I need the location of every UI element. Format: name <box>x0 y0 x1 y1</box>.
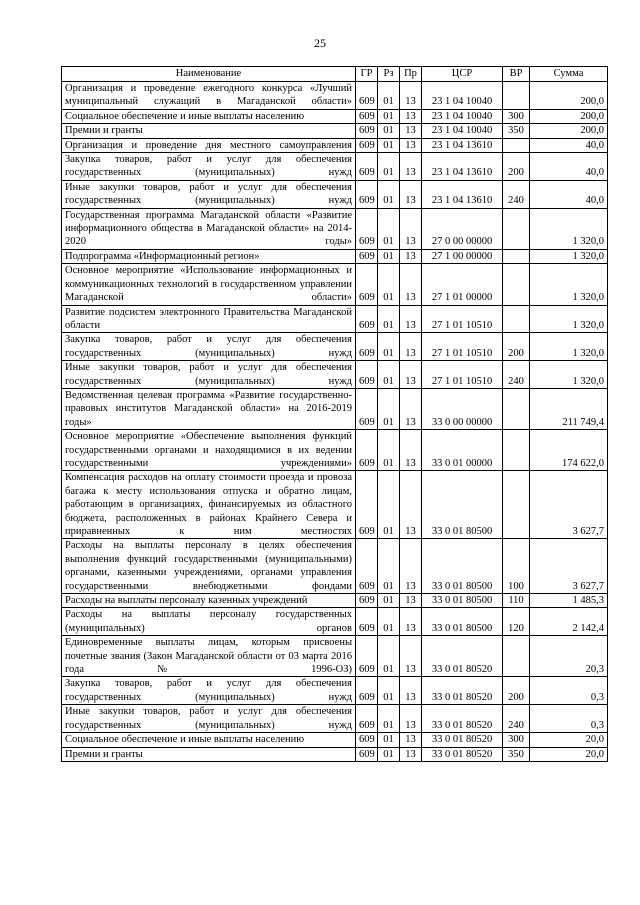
cell-sum: 1 320,0 <box>530 264 608 305</box>
cell-gr: 609 <box>356 109 378 123</box>
cell-csr: 33 0 01 00000 <box>422 430 503 471</box>
cell-vr: 200 <box>503 153 530 181</box>
cell-sum: 3 627,7 <box>530 471 608 539</box>
cell-csr: 33 0 01 80500 <box>422 608 503 636</box>
cell-rz: 01 <box>378 539 400 594</box>
cell-name: Закупка товаров, работ и услуг для обеспечения государственных (муниципальных) нужд <box>62 333 356 361</box>
cell-vr: 120 <box>503 608 530 636</box>
cell-csr: 27 1 00 00000 <box>422 249 503 263</box>
cell-name: Социальное обеспечение и иные выплаты населению <box>62 109 356 123</box>
table-body <box>62 82 608 762</box>
cell-csr: 23 1 04 13610 <box>422 138 503 152</box>
cell-csr: 33 0 01 80520 <box>422 677 503 705</box>
cell-sum: 1 320,0 <box>530 208 608 249</box>
cell-rz: 01 <box>378 153 400 181</box>
cell-csr: 23 1 04 13610 <box>422 180 503 208</box>
cell-name: Единовременные выплаты лицам, которым присвоены почетные звания (Закон Магаданской области от 03 марта 2016 года № 1996-ОЗ) <box>62 636 356 677</box>
cell-csr: 33 0 01 80500 <box>422 539 503 594</box>
cell-name: Премии и гранты <box>62 124 356 138</box>
cell-pr: 13 <box>400 180 422 208</box>
cell-gr: 609 <box>356 264 378 305</box>
cell-sum: 20,0 <box>530 747 608 761</box>
cell-rz: 01 <box>378 677 400 705</box>
cell-pr: 13 <box>400 747 422 761</box>
cell-name: Расходы на выплаты персоналу в целях обеспечения выполнения функций государственными (муниципальными) органами, казенными учреждениями, органами управления государственными внебюджетными фондами <box>62 539 356 594</box>
cell-sum: 174 622,0 <box>530 430 608 471</box>
cell-pr: 13 <box>400 594 422 608</box>
cell-name: Государственная программа Магаданской области «Развитие информационного общества в Магаданской области» на 2014-2020 годы» <box>62 208 356 249</box>
cell-name: Расходы на выплаты персоналу казенных учреждений <box>62 594 356 608</box>
cell-gr: 609 <box>356 388 378 429</box>
cell-csr: 33 0 01 80520 <box>422 705 503 733</box>
cell-name: Подпрограмма «Информационный регион» <box>62 249 356 263</box>
cell-pr: 13 <box>400 539 422 594</box>
cell-sum: 40,0 <box>530 153 608 181</box>
cell-rz: 01 <box>378 636 400 677</box>
table-row <box>62 305 608 333</box>
cell-pr: 13 <box>400 138 422 152</box>
cell-pr: 13 <box>400 677 422 705</box>
cell-rz: 01 <box>378 305 400 333</box>
cell-gr: 609 <box>356 705 378 733</box>
cell-gr: 609 <box>356 636 378 677</box>
cell-name: Организация и проведение ежегодного конкурса «Лучший муниципальный служащий в Магаданской области» <box>62 82 356 110</box>
cell-pr: 13 <box>400 264 422 305</box>
budget-table <box>61 66 608 762</box>
table-row <box>62 208 608 249</box>
table-row <box>62 124 608 138</box>
table-row <box>62 636 608 677</box>
cell-gr: 609 <box>356 180 378 208</box>
table-row <box>62 264 608 305</box>
cell-gr: 609 <box>356 82 378 110</box>
cell-gr: 609 <box>356 333 378 361</box>
cell-gr: 609 <box>356 733 378 747</box>
cell-pr: 13 <box>400 208 422 249</box>
table-header-row <box>62 67 608 82</box>
cell-csr: 33 0 01 80520 <box>422 747 503 761</box>
cell-name: Организация и проведение дня местного самоуправления <box>62 138 356 152</box>
cell-csr: 27 0 00 00000 <box>422 208 503 249</box>
cell-gr: 609 <box>356 747 378 761</box>
cell-rz: 01 <box>378 82 400 110</box>
cell-gr: 609 <box>356 361 378 389</box>
cell-rz: 01 <box>378 388 400 429</box>
cell-vr: 100 <box>503 539 530 594</box>
cell-rz: 01 <box>378 208 400 249</box>
cell-rz: 01 <box>378 264 400 305</box>
cell-pr: 13 <box>400 608 422 636</box>
cell-pr: 13 <box>400 636 422 677</box>
cell-csr: 27 1 01 10510 <box>422 333 503 361</box>
cell-sum: 3 627,7 <box>530 539 608 594</box>
header-pr: Пр <box>400 67 422 82</box>
cell-name: Основное мероприятие «Обеспечение выполнения функций государственными органами и находящимися в их ведении государственными учреждениями» <box>62 430 356 471</box>
table-row <box>62 333 608 361</box>
cell-sum: 2 142,4 <box>530 608 608 636</box>
cell-pr: 13 <box>400 733 422 747</box>
cell-pr: 13 <box>400 249 422 263</box>
table-row <box>62 82 608 110</box>
table-row <box>62 677 608 705</box>
table-row <box>62 109 608 123</box>
header-gr: ГР <box>356 67 378 82</box>
cell-sum: 20,0 <box>530 733 608 747</box>
cell-vr: 200 <box>503 333 530 361</box>
table-row <box>62 153 608 181</box>
cell-gr: 609 <box>356 539 378 594</box>
cell-rz: 01 <box>378 608 400 636</box>
cell-sum: 0,3 <box>530 705 608 733</box>
cell-vr <box>503 264 530 305</box>
cell-name: Иные закупки товаров, работ и услуг для обеспечения государственных (муниципальных) нужд <box>62 361 356 389</box>
cell-sum: 1 320,0 <box>530 305 608 333</box>
cell-gr: 609 <box>356 208 378 249</box>
cell-vr: 300 <box>503 733 530 747</box>
table-row <box>62 747 608 761</box>
cell-pr: 13 <box>400 305 422 333</box>
cell-csr: 27 1 01 10510 <box>422 305 503 333</box>
cell-sum: 200,0 <box>530 82 608 110</box>
cell-pr: 13 <box>400 109 422 123</box>
cell-gr: 609 <box>356 430 378 471</box>
cell-vr: 110 <box>503 594 530 608</box>
table-row <box>62 733 608 747</box>
table-row <box>62 430 608 471</box>
cell-name: Основное мероприятие «Использование информационных и коммуникационных технологий в государственном управлении Магаданской области» <box>62 264 356 305</box>
cell-name: Социальное обеспечение и иные выплаты населению <box>62 733 356 747</box>
cell-vr: 350 <box>503 124 530 138</box>
cell-rz: 01 <box>378 333 400 361</box>
cell-name: Иные закупки товаров, работ и услуг для обеспечения государственных (муниципальных) нужд <box>62 705 356 733</box>
cell-rz: 01 <box>378 747 400 761</box>
cell-vr: 240 <box>503 361 530 389</box>
cell-csr: 23 1 04 10040 <box>422 82 503 110</box>
cell-pr: 13 <box>400 471 422 539</box>
cell-pr: 13 <box>400 430 422 471</box>
cell-sum: 211 749,4 <box>530 388 608 429</box>
cell-sum: 40,0 <box>530 180 608 208</box>
cell-name: Закупка товаров, работ и услуг для обеспечения государственных (муниципальных) нужд <box>62 153 356 181</box>
cell-name: Премии и гранты <box>62 747 356 761</box>
cell-sum: 1 320,0 <box>530 333 608 361</box>
cell-vr: 350 <box>503 747 530 761</box>
cell-rz: 01 <box>378 109 400 123</box>
cell-vr: 240 <box>503 705 530 733</box>
table-row <box>62 361 608 389</box>
table-row <box>62 594 608 608</box>
cell-gr: 609 <box>356 138 378 152</box>
cell-vr <box>503 249 530 263</box>
cell-rz: 01 <box>378 430 400 471</box>
cell-rz: 01 <box>378 361 400 389</box>
cell-rz: 01 <box>378 138 400 152</box>
table-row <box>62 249 608 263</box>
page-number: 25 <box>314 36 326 50</box>
cell-name: Закупка товаров, работ и услуг для обеспечения государственных (муниципальных) нужд <box>62 677 356 705</box>
table-row <box>62 705 608 733</box>
header-name: Наименование <box>62 67 356 82</box>
cell-sum: 20,3 <box>530 636 608 677</box>
cell-sum: 200,0 <box>530 124 608 138</box>
cell-csr: 27 1 01 10510 <box>422 361 503 389</box>
header-csr: ЦСР <box>422 67 503 82</box>
cell-rz: 01 <box>378 249 400 263</box>
cell-vr: 300 <box>503 109 530 123</box>
table-row <box>62 180 608 208</box>
cell-sum: 0,3 <box>530 677 608 705</box>
cell-csr: 33 0 01 80500 <box>422 471 503 539</box>
cell-sum: 1 485,3 <box>530 594 608 608</box>
cell-vr <box>503 82 530 110</box>
cell-sum: 1 320,0 <box>530 361 608 389</box>
cell-rz: 01 <box>378 471 400 539</box>
header-rz: Рз <box>378 67 400 82</box>
cell-vr: 200 <box>503 677 530 705</box>
cell-gr: 609 <box>356 594 378 608</box>
cell-vr <box>503 430 530 471</box>
cell-csr: 23 1 04 10040 <box>422 124 503 138</box>
cell-vr <box>503 305 530 333</box>
cell-vr <box>503 138 530 152</box>
cell-gr: 609 <box>356 305 378 333</box>
cell-pr: 13 <box>400 705 422 733</box>
cell-vr <box>503 636 530 677</box>
cell-rz: 01 <box>378 124 400 138</box>
cell-csr: 27 1 01 00000 <box>422 264 503 305</box>
cell-rz: 01 <box>378 705 400 733</box>
cell-vr <box>503 471 530 539</box>
cell-name: Развитие подсистем электронного Правительства Магаданской области <box>62 305 356 333</box>
table-row <box>62 471 608 539</box>
table-row <box>62 608 608 636</box>
cell-pr: 13 <box>400 388 422 429</box>
cell-sum: 40,0 <box>530 138 608 152</box>
cell-pr: 13 <box>400 82 422 110</box>
cell-gr: 609 <box>356 677 378 705</box>
cell-csr: 33 0 00 00000 <box>422 388 503 429</box>
header-vr: ВР <box>503 67 530 82</box>
table-row <box>62 388 608 429</box>
cell-rz: 01 <box>378 733 400 747</box>
cell-name: Иные закупки товаров, работ и услуг для обеспечения государственных (муниципальных) нужд <box>62 180 356 208</box>
cell-gr: 609 <box>356 608 378 636</box>
cell-csr: 23 1 04 10040 <box>422 109 503 123</box>
cell-vr: 240 <box>503 180 530 208</box>
cell-gr: 609 <box>356 471 378 539</box>
cell-gr: 609 <box>356 249 378 263</box>
cell-csr: 33 0 01 80520 <box>422 733 503 747</box>
cell-rz: 01 <box>378 594 400 608</box>
header-sum: Сумма <box>530 67 608 82</box>
cell-gr: 609 <box>356 124 378 138</box>
table-row <box>62 539 608 594</box>
cell-gr: 609 <box>356 153 378 181</box>
cell-csr: 33 0 01 80520 <box>422 636 503 677</box>
cell-sum: 200,0 <box>530 109 608 123</box>
cell-pr: 13 <box>400 333 422 361</box>
cell-csr: 23 1 04 13610 <box>422 153 503 181</box>
cell-vr <box>503 208 530 249</box>
cell-pr: 13 <box>400 153 422 181</box>
table-row <box>62 138 608 152</box>
cell-rz: 01 <box>378 180 400 208</box>
cell-name: Ведомственная целевая программа «Развитие государственно-правовых институтов Магаданской области» на 2016-2019 годы» <box>62 388 356 429</box>
cell-vr <box>503 388 530 429</box>
cell-name: Компенсация расходов на оплату стоимости проезда и провоза багажа к месту использования отпуска и обратно лицам, работающим в организациях, финансируемых из областного бюджета, расположенных в районах Крайнего Севера и приравненных к ним местностях <box>62 471 356 539</box>
cell-name: Расходы на выплаты персоналу государственных (муниципальных) органов <box>62 608 356 636</box>
cell-pr: 13 <box>400 361 422 389</box>
cell-pr: 13 <box>400 124 422 138</box>
cell-sum: 1 320,0 <box>530 249 608 263</box>
cell-csr: 33 0 01 80500 <box>422 594 503 608</box>
